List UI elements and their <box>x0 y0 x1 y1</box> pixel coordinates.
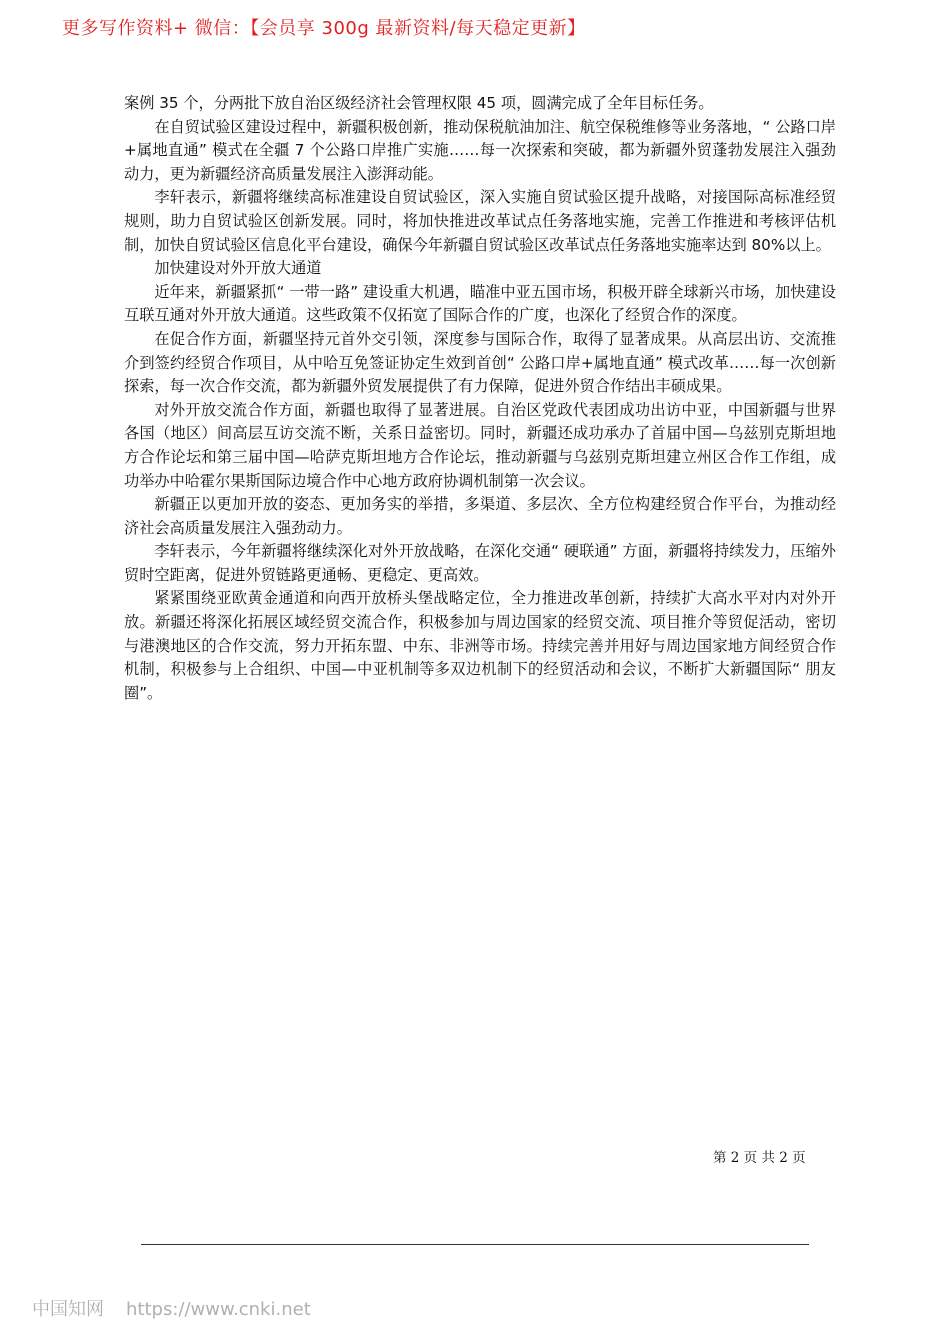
paragraph: 李轩表示，新疆将继续高标准建设自贸试验区，深入实施自贸试验区提升战略，对接国际高标准经贸规则，助力自贸试验区创新发展。同时，将加快推进改革试点任务落地实施，完善工作推进和考核评估机制，加快自贸试验区信息化平台建设，确保今年新疆自贸试验区改革试点任务落地实施率达到 80%以上。 <box>124 188 836 254</box>
document-body <box>124 92 836 705</box>
watermark <box>32 1295 311 1321</box>
paragraph: 案例 35 个，分两批下放自治区级经济社会管理权限 45 项，圆满完成了全年目标任务。 <box>124 94 714 112</box>
promo-banner: 更多写作资料+ 微信：【会员享 300g 最新资料/每天稳定更新】 <box>62 18 586 39</box>
footer-divider <box>141 1244 809 1245</box>
paragraph: 在促合作方面，新疆坚持元首外交引领，深度参与国际合作，取得了显著成果。从高层出访、交流推介到签约经贸合作项目，从中哈互免签证协定生效到首创“ 公路口岸+属地直通” 模式改革……每一次创新探索，每一次合作交流，都为新疆外贸发展提供了有力保障，促进外贸合作结出丰硕成果。 <box>124 329 836 396</box>
paragraph: 近年来，新疆紧抓“ 一带一路” 建设重大机遇，瞄准中亚五国市场，积极开辟全球新兴市场，加快建设互联互通对外开放大通道。这些政策不仅拓宽了国际合作的广度，也深化了经贸合作的深度。 <box>124 282 836 325</box>
watermark-url: https://www.cnki.net <box>126 1299 311 1320</box>
paragraph: 在自贸试验区建设过程中，新疆积极创新，推动保税航油加注、航空保税维修等业务落地，“ 公路口岸+属地直通” 模式在全疆 7 个公路口岸推广实施……每一次探索和突破，都为新疆外贸蓬勃发展注入强劲动力，更为新疆经济高质量发展注入澎湃动能。 <box>124 117 836 183</box>
paragraph: 新疆正以更加开放的姿态、更加务实的举措，多渠道、多层次、全方位构建经贸合作平台，为推动经济社会高质量发展注入强劲动力。 <box>124 495 836 537</box>
watermark-brand: 中国知网 <box>32 1299 104 1320</box>
page-number: 第 2 页 共 2 页 <box>713 1150 806 1166</box>
paragraph: 对外开放交流合作方面，新疆也取得了显著进展。自治区党政代表团成功出访中亚，中国新疆与世界各国（地区）间高层互访交流不断，关系日益密切。同时，新疆还成功承办了首届中国—乌兹别克斯坦地方合作论坛和第三届中国—哈萨克斯坦地方合作论坛，推动新疆与乌兹别克斯坦建立州区合作工作组，成功举办中哈霍尔果斯国际边境合作中心地方政府协调机制第一次会议。 <box>124 400 836 490</box>
section-heading: 加快建设对外开放大通道 <box>154 259 322 278</box>
paragraph: 李轩表示，今年新疆将继续深化对外开放战略，在深化交通“ 硬联通” 方面，新疆将持续发力，压缩外贸时空距离，促进外贸链路更通畅、更稳定、更高效。 <box>124 542 836 584</box>
paragraph: 紧紧围绕亚欧黄金通道和向西开放桥头堡战略定位，全力推进改革创新，持续扩大高水平对内对外开放。新疆还将深化拓展区域经贸交流合作，积极参加与周边国家的经贸交流、项目推介等贸促活动，密切与港澳地区的合作交流，努力开拓东盟、中东、非洲等市场。持续完善并用好与周边国家地方间经贸合作机制，积极参与上合组织、中国—中亚机制等多双边机制下的经贸活动和会议，不断扩大新疆国际“ 朋友圈”。 <box>124 589 836 702</box>
